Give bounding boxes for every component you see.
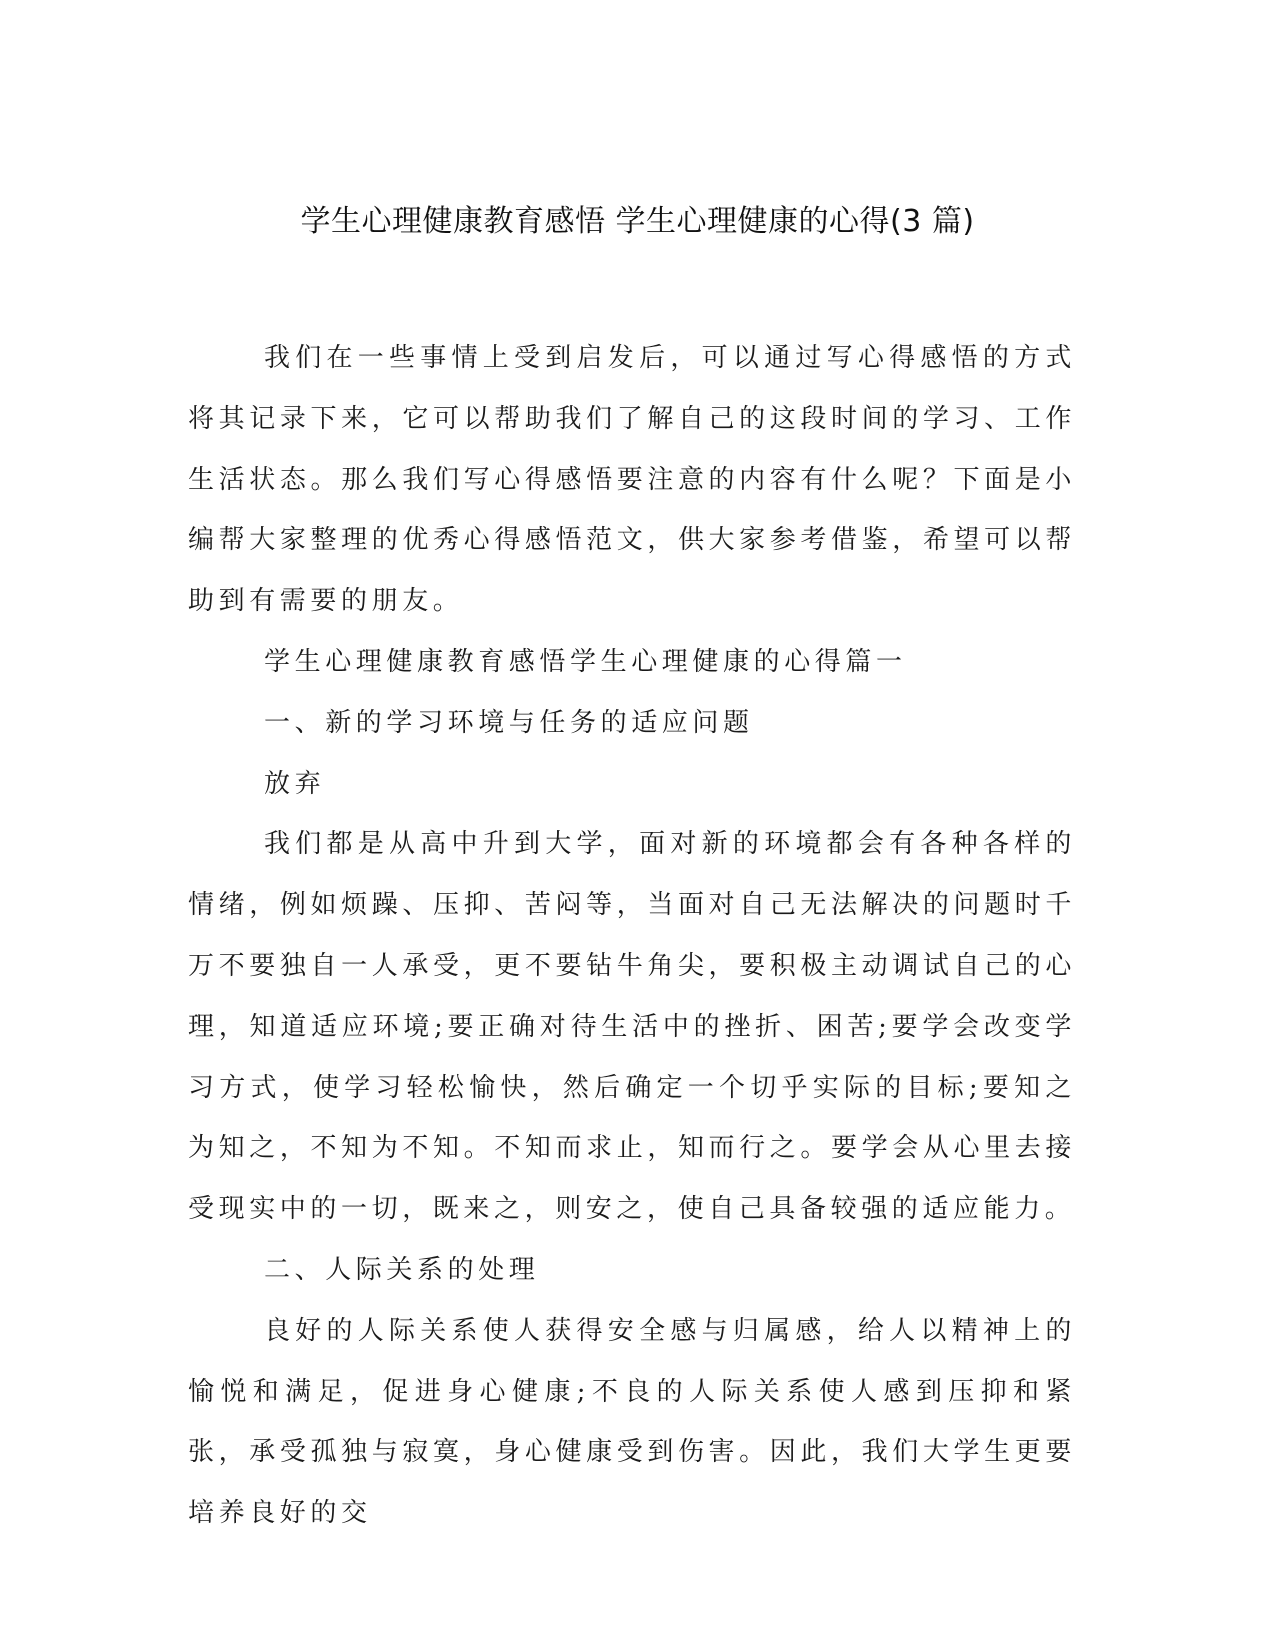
adaptation-paragraph: 我们都是从高中升到大学，面对新的环境都会有各种各样的情绪，例如烦躁、压抑、苦闷等，当面对自己无法解决的问题时千万不要独自一人承受，更不要钻牛角尖，要积极主动调试自己的心理，知道适应环境;要正确对待生活中的挫折、困苦;要学会改变学习方式，使学习轻松愉快，然后确定一个切乎实际的目标;要知之为知之，不知为不知。不知而求止，知而行之。要学会从心里去接受现实中的一切，既来之，则安之，使自己具备较强的适应能力。 xyxy=(188,829,1076,1225)
relationships-paragraph: 良好的人际关系使人获得安全感与归属感，给人以精神上的愉悦和满足，促进身心健康;不良的人际关系使人感到压抑和紧张，承受孤独与寂寞，身心健康受到伤害。因此，我们大学生更要培养良好的交 xyxy=(188,1315,1076,1529)
document-body xyxy=(188,328,1076,1544)
intro-paragraph: 我们在一些事情上受到启发后，可以通过写心得感悟的方式将其记录下来，它可以帮助我们了解自己的这段时间的学习、工作生活状态。那么我们写心得感悟要注意的内容有什么呢？下面是小编帮大家整理的优秀心得感悟范文，供大家参考借鉴，希望可以帮助到有需要的朋友。 xyxy=(188,343,1076,617)
document-title: 学生心理健康教育感悟 学生心理健康的心得(3 篇) xyxy=(300,204,975,239)
subheading-give-up: 放弃 xyxy=(264,768,326,799)
section-heading-part-one: 学生心理健康教育感悟学生心理健康的心得篇一 xyxy=(264,646,907,677)
subheading-adaptation: 一、新的学习环境与任务的适应问题 xyxy=(264,707,754,738)
subheading-relationships: 二、人际关系的处理 xyxy=(264,1254,540,1285)
